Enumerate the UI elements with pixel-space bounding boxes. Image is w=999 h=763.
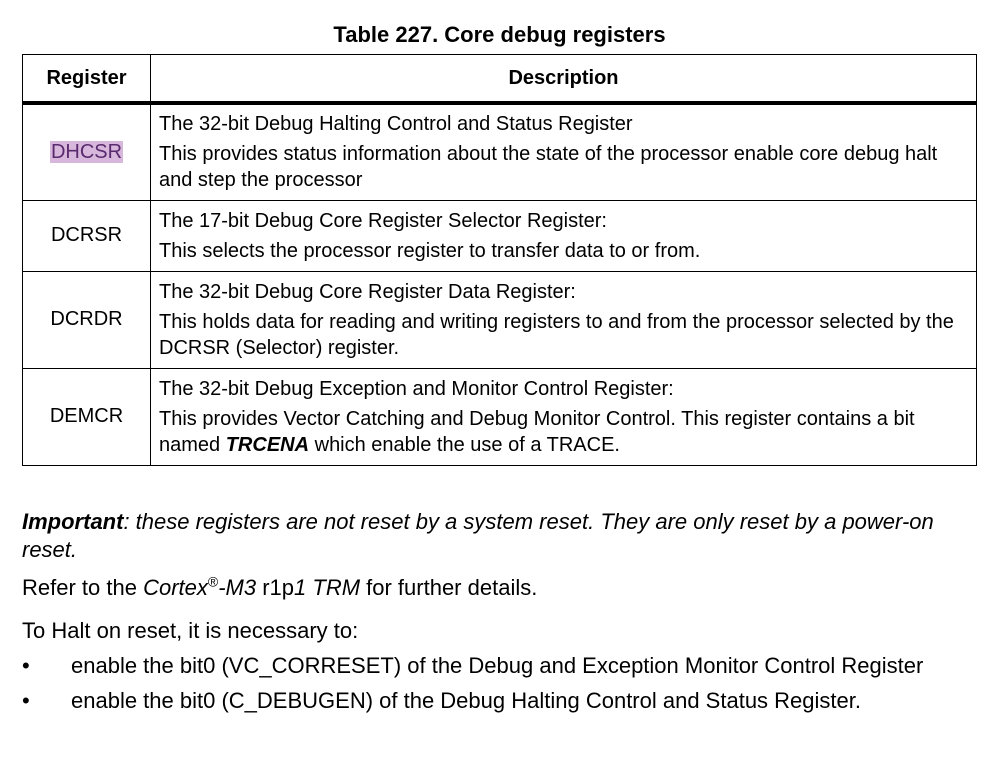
bullet-icon: • — [22, 688, 30, 713]
refer-revision-digit: 1 — [294, 575, 307, 600]
refer-prefix: Refer to the — [22, 575, 144, 600]
table-row — [23, 368, 977, 465]
description-detail: This holds data for reading and writing registers to and from the processor selected by the DCRSR (Selector) register. — [159, 310, 954, 359]
description-cell — [151, 200, 977, 271]
important-text: : these registers are not reset by a system reset. They are only reset by a power-on reset. — [22, 509, 934, 562]
refer-note — [22, 574, 982, 602]
description-title: The 32-bit Debug Core Register Data Register: — [159, 280, 576, 303]
description-detail — [159, 406, 968, 458]
register-cell: DCRDR — [23, 271, 151, 368]
list-item-text: enable the bit0 (C_DEBUGEN) of the Debug Halting Control and Status Register. — [71, 688, 861, 713]
table-row — [23, 103, 977, 200]
description-title: The 32-bit Debug Halting Control and Status Register — [159, 113, 633, 136]
registered-mark: ® — [207, 573, 219, 590]
description-cell — [151, 368, 977, 465]
description-cell — [151, 103, 977, 200]
register-cell: DEMCR — [23, 368, 151, 465]
trcena-bit-name: TRCENA — [225, 433, 310, 456]
refer-revision: r1p — [256, 575, 295, 600]
description-cell — [151, 271, 977, 368]
description-detail: This selects the processor register to transfer data to or from. — [159, 239, 701, 262]
register-cell — [23, 103, 151, 200]
description-title: The 17-bit Debug Core Register Selector Register: — [159, 209, 607, 232]
register-name-highlighted[interactable]: DHCSR — [50, 140, 123, 163]
halt-steps-list — [22, 652, 972, 722]
refer-m3: -M3 — [218, 575, 257, 600]
important-label: Important — [22, 509, 124, 534]
refer-trm: TRM — [306, 575, 361, 600]
register-cell: DCRSR — [23, 200, 151, 271]
refer-cortex: Cortex — [143, 575, 208, 600]
list-item — [22, 652, 972, 680]
table-header — [23, 55, 977, 104]
table-row — [23, 200, 977, 271]
table-header-row — [23, 55, 977, 104]
important-note — [22, 508, 982, 564]
list-item — [22, 687, 972, 715]
header-description: Description — [151, 55, 977, 104]
description-text: which enable the use of a TRACE. — [309, 433, 620, 456]
description-detail: This provides status information about the state of the processor enable core debug halt and step the processor — [159, 143, 938, 192]
list-item-text: enable the bit0 (VC_CORRESET) of the Debug and Exception Monitor Control Register — [71, 653, 924, 678]
refer-suffix: for further details. — [360, 575, 538, 600]
core-debug-registers-table — [22, 54, 977, 466]
table-row — [23, 271, 977, 368]
bullet-icon: • — [22, 653, 30, 678]
description-title: The 32-bit Debug Exception and Monitor Control Register: — [159, 377, 674, 400]
description-text: This provides Vector Catching and Debug Monitor Control. This register contains a bit named — [159, 407, 915, 456]
halt-intro: To Halt on reset, it is necessary to: — [22, 618, 359, 643]
header-register: Register — [23, 55, 151, 104]
table-caption: Table 227. Core debug registers — [333, 22, 666, 47]
